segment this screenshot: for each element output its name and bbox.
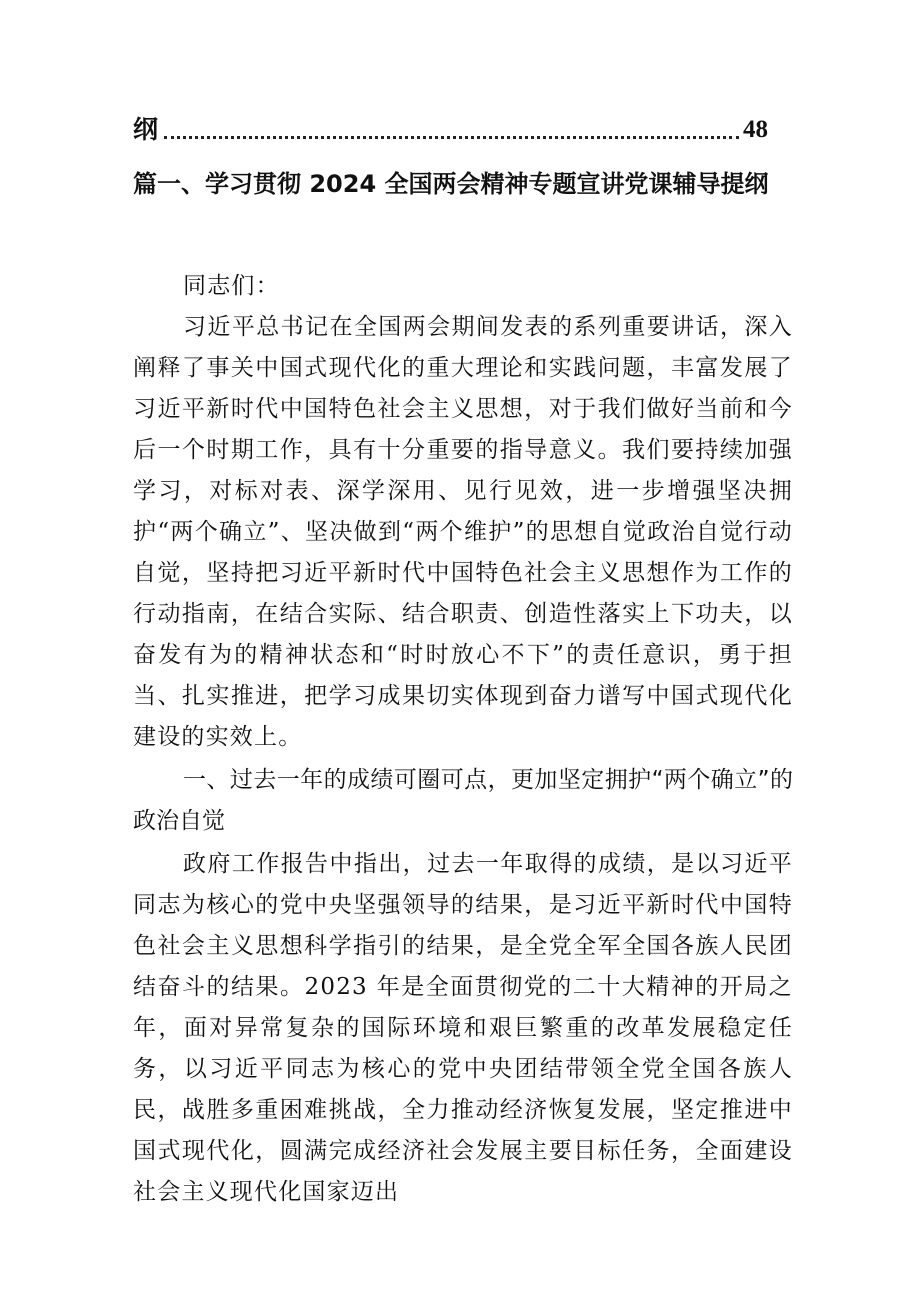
toc-entry[interactable] [133,112,768,148]
body-text [133,266,793,1213]
toc-page-number: 48 [743,116,768,143]
paragraph: 习近平总书记在全国两会期间发表的系列重要讲话，深入阐释了事关中国式现代化的重大理论和实践问题，丰富发展了习近平新时代中国特色社会主义思想，对于我们做好当前和今后一个时期工作，具有十分重要的指导意义。我们要持续加强学习，对标对表、深学深用、见行见效，进一步增强坚决拥护“两个确立”、坚决做到“两个维护”的思想自觉政治自觉行动自觉，坚持把习近平新时代中国特色社会主义思想作为工作的行动指南，在结合实际、结合职责、创造性落实上下功夫，以奋发有为的精神状态和“时时放心不下”的责任意识，勇于担当、扎实推进，把学习成果切实体现到奋力谱写中国式现代化建设的实效上。 [133,314,793,750]
paragraph: 政府工作报告中指出，过去一年取得的成绩，是以习近平同志为核心的党中央坚强领导的结果，是习近平新时代中国特色社会主义思想科学指引的结果，是全党全军全国各族人民团结奋斗的结果。2023 年是全面贯彻党的二十大精神的开局之年，面对异常复杂的国际环境和艰巨繁重的改革发展稳定任务，以习近平同志为核心的党中央团结带领全党全国各族人民，战胜多重困难挑战，全力推动经济恢复发展，坚定推进中国式现代化，圆满完成经济社会发展主要目标任务，全面建设社会主义现代化国家迈出 [133,851,793,1205]
toc-entry-title: 纲 [133,115,159,144]
sub-heading: 一、过去一年的成绩可圈可点，更加坚定拥护“两个确立”的政治自觉 [133,767,793,834]
greeting: 同志们： [183,273,280,299]
toc-dot-leader [164,136,739,139]
section-heading: 篇一、学习贯彻 2024 全国两会精神专题宣讲党课辅导提纲 [133,170,769,198]
